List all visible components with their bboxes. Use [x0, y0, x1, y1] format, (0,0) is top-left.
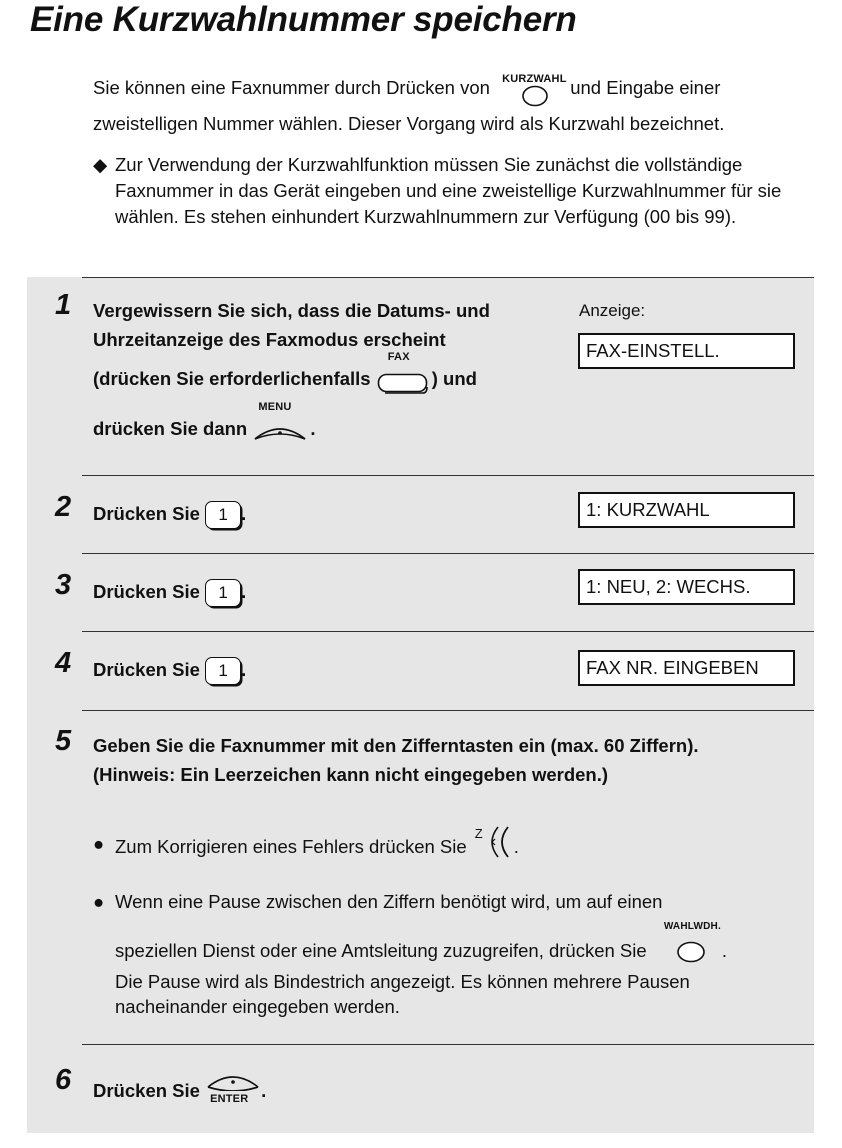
kurzwahl-key	[495, 71, 565, 107]
step-1-line-2: Uhrzeitanzeige des Faxmodus erscheint	[93, 329, 446, 350]
backspace-key	[472, 826, 514, 863]
step-5-number: 5	[55, 725, 72, 757]
step-4-label: Drücken Sie	[93, 658, 200, 680]
key-1: 1	[205, 579, 241, 607]
divider	[82, 710, 814, 711]
divider	[82, 475, 814, 476]
step-1-text-3a: (drücken Sie erforderlichenfalls	[93, 367, 371, 389]
intro-line-2: zweistelligen Nummer wählen. Dieser Vorgang wird als Kurzwahl bezeichnet.	[93, 113, 725, 134]
pause-text-line-1: Wenn eine Pause zwischen den Ziffern benötigt wird, um auf einen	[115, 891, 663, 912]
kurzwahl-key-label: KURZWAHL	[502, 73, 567, 86]
step-4-display: FAX NR. EINGEBEN	[578, 650, 795, 686]
step-3-number: 3	[55, 569, 72, 601]
step-1-display: FAX-EINSTELL.	[578, 333, 795, 369]
correct-error-text: Zum Korrigieren eines Fehlers drücken Sie	[115, 835, 467, 857]
fax-button-icon	[377, 373, 431, 395]
left-arrow-key-icon	[484, 825, 518, 859]
note-text: Zur Verwendung der Kurzwahlfunktion müssen Sie zunächst die vollständige Faxnummer in das Gerät eingeben und eine zweistellige Kurzwahlnummer für sie wählen. Es stehen einhundert Kurzwahlnummern zur Verfügung (00 bis 99).	[115, 154, 782, 227]
step-1-number: 1	[55, 289, 72, 321]
step-5-line-1: Geben Sie die Faxnummer mit den Zifferntasten ein (max. 60 Ziffern).	[93, 735, 699, 756]
step-3-end: .	[241, 580, 247, 602]
step-6-label: Drücken Sie	[93, 1079, 200, 1101]
step-3-text	[93, 579, 246, 607]
step-2-label: Drücken Sie	[93, 502, 200, 524]
step-2-display: 1: KURZWAHL	[578, 492, 795, 528]
step-1-line-3	[93, 351, 477, 395]
step-5-line-2: (Hinweis: Ein Leerzeichen kann nicht eingegeben werden.)	[93, 764, 609, 785]
round-key-icon	[521, 85, 549, 107]
step-1-line-1: Vergewissern Sie sich, dass die Datums- und	[93, 300, 490, 321]
correct-error-end: .	[513, 835, 519, 857]
step-4-number: 4	[55, 647, 72, 679]
step-6-end: .	[261, 1079, 267, 1101]
step-1-text-3b: ) und	[431, 367, 477, 389]
round-key-icon	[676, 941, 708, 963]
pause-text-line-3: Die Pause wird als Bindestrich angezeigt. Es können mehrere Pausen	[115, 971, 690, 992]
divider	[82, 631, 814, 632]
step-1-text-4b: .	[310, 417, 316, 439]
pause-text-line-4: nacheinander eingegeben werden.	[115, 996, 400, 1017]
steps-panel	[27, 277, 814, 1133]
bullet-dot-icon: ●	[93, 891, 105, 912]
pause-text-line-2-text: speziellen Dienst oder eine Amtsleitung zuzugreifen, drücken Sie	[115, 939, 647, 961]
key-1: 1	[205, 501, 241, 529]
menu-key	[252, 401, 310, 445]
pause-text-line-2	[115, 921, 727, 967]
fax-key-label: FAX	[387, 351, 410, 363]
fax-key	[376, 351, 432, 395]
step-3-display: 1: NEU, 2: WECHS.	[578, 569, 795, 605]
pause-end: .	[721, 939, 727, 961]
menu-key-label: MENU	[258, 401, 292, 413]
intro-text-2: und Eingabe einer	[570, 77, 721, 98]
intro-text-1: Sie können eine Faxnummer durch Drücken von	[93, 77, 490, 98]
step-3-label: Drücken Sie	[93, 580, 200, 602]
bullet-dot-icon: ●	[93, 833, 105, 854]
backspace-key-label: Z	[474, 826, 483, 841]
step-1-line-4	[93, 401, 316, 445]
divider	[82, 553, 814, 554]
wahlwdh-key	[652, 921, 722, 967]
step-1-text-4a: drücken Sie dann	[93, 417, 248, 439]
menu-rocker-icon	[252, 421, 308, 443]
step-2-end: .	[241, 502, 247, 524]
step-6-number: 6	[55, 1064, 72, 1096]
divider	[82, 277, 814, 278]
step-6-text	[93, 1075, 266, 1109]
divider	[82, 1044, 814, 1045]
wahlwdh-key-label: WAHLWDH.	[663, 921, 721, 932]
step-5-bullet-1-text	[115, 826, 519, 863]
step-2-text	[93, 501, 246, 529]
key-1: 1	[205, 657, 241, 685]
enter-key	[205, 1075, 261, 1109]
step-4-end: .	[241, 658, 247, 680]
page-title: Eine Kurzwahlnummer speichern	[30, 0, 577, 39]
step-2-number: 2	[55, 491, 72, 523]
diamond-bullet-icon: ◆	[93, 154, 108, 175]
step-4-text	[93, 657, 246, 685]
enter-key-label: ENTER	[210, 1093, 249, 1105]
display-label: Anzeige:	[579, 301, 646, 320]
intro-line-1	[93, 70, 720, 107]
enter-rocker-icon	[205, 1071, 261, 1091]
